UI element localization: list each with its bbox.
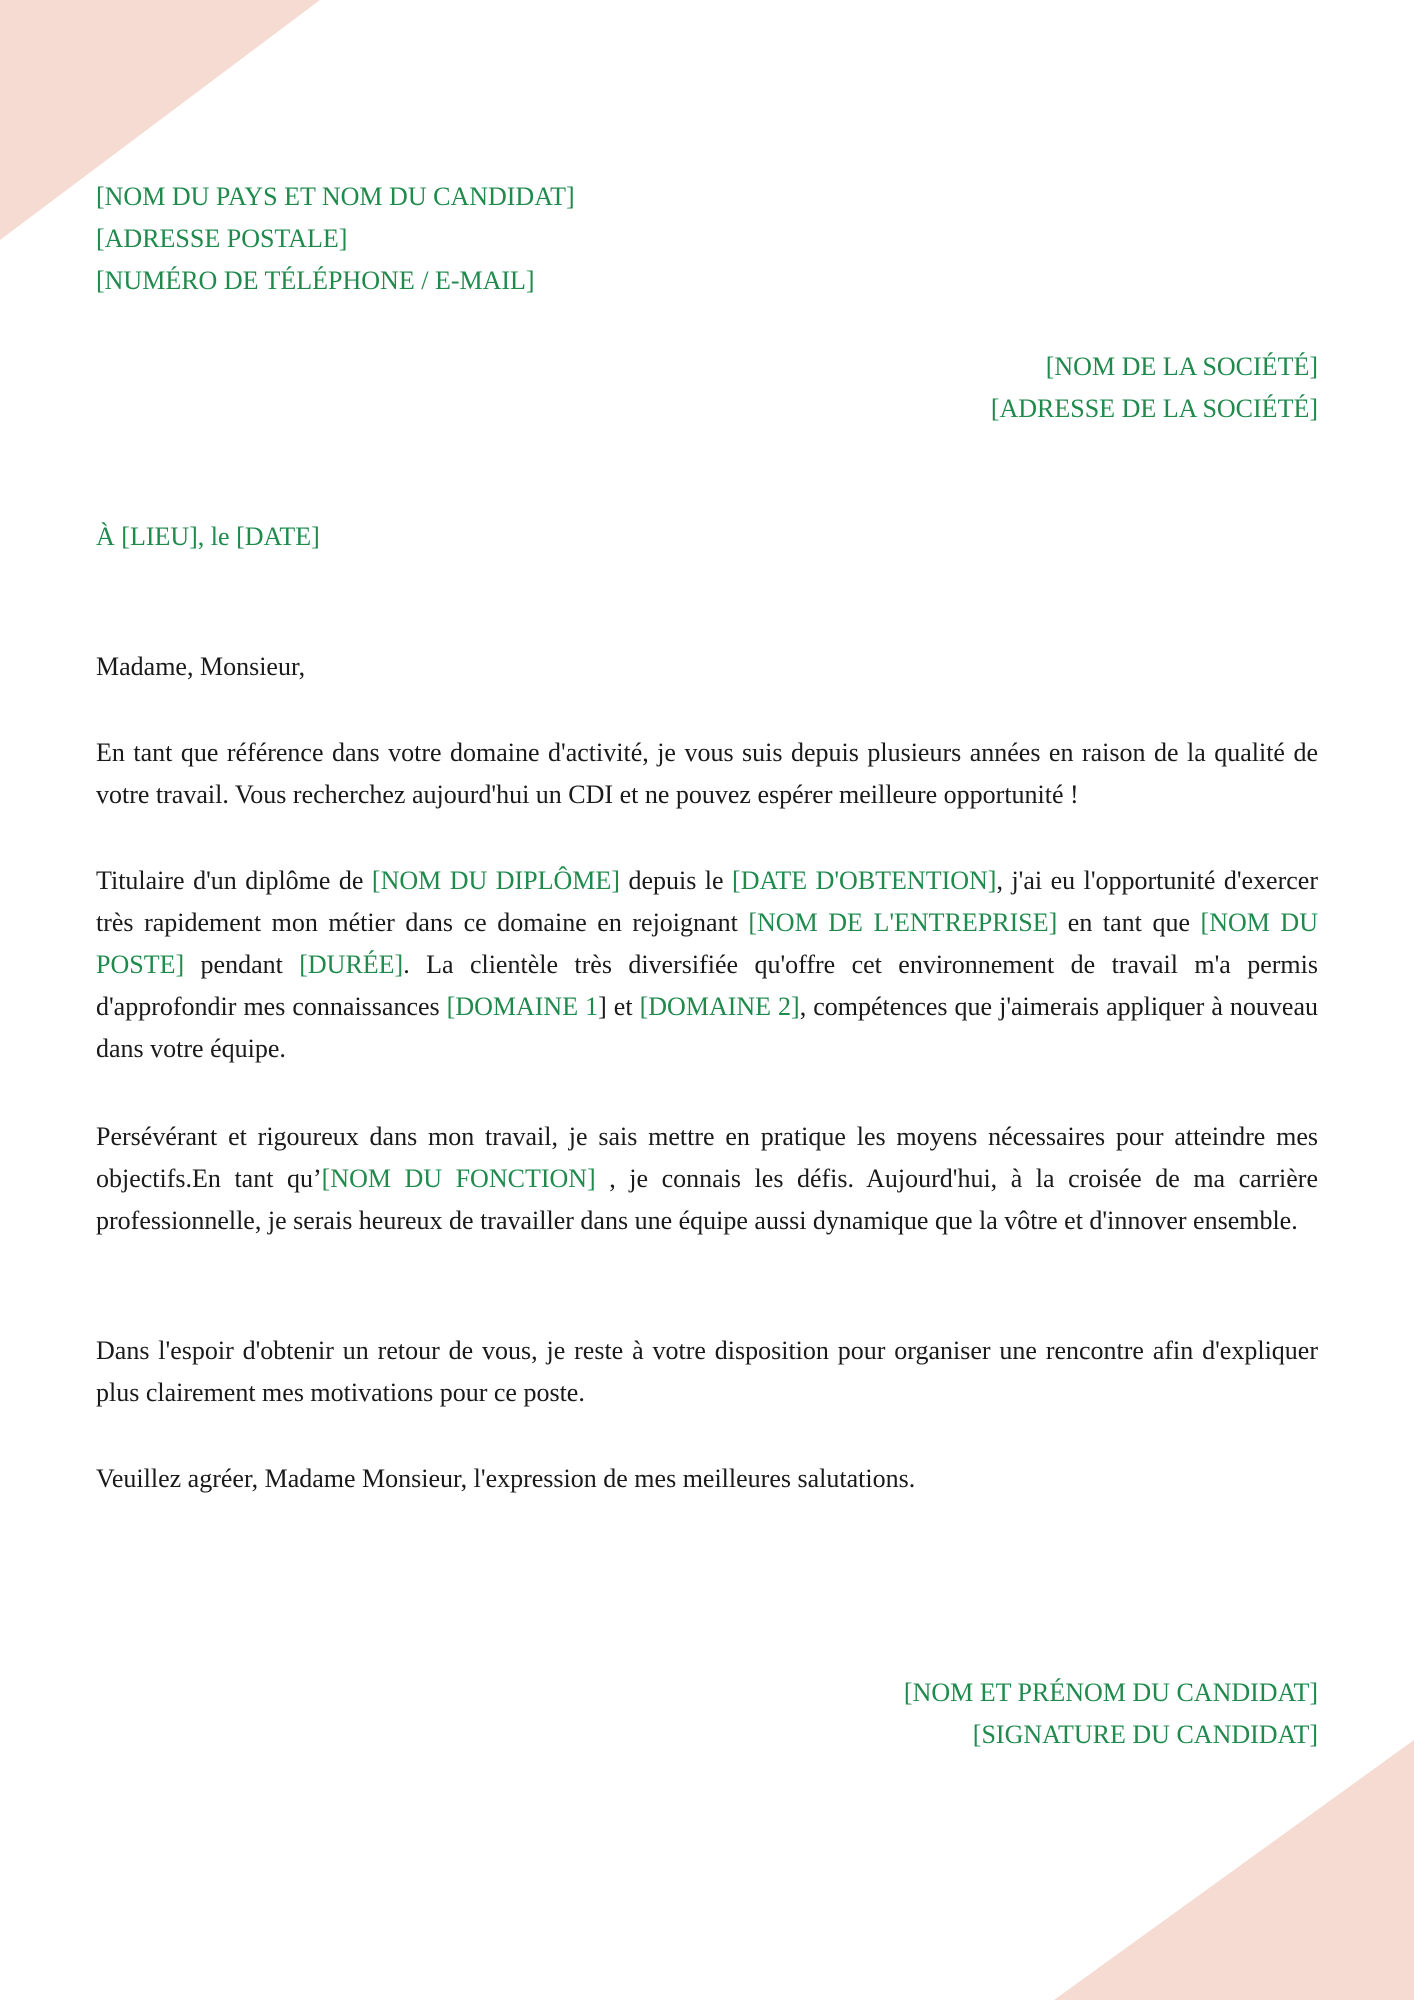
domain2-placeholder: [DOMAINE 2] (639, 992, 800, 1021)
p2-text-7: ] et (598, 992, 640, 1021)
p2-text-1: Titulaire d'un diplôme de (96, 866, 372, 895)
paragraph-intro (96, 732, 1318, 816)
function-placeholder: [NOM DU FONCTION] (321, 1164, 610, 1193)
paragraph-availability (96, 1330, 1318, 1414)
p2-text-8: , compétences que j'aimerais appliquer à nouveau dans votre équipe. (96, 992, 1318, 1063)
p2-text-6: . La clientèle très diversifiée qu'offre cet environnement de travail m'a permis d'approfondir mes connaissances (96, 950, 1318, 1021)
paragraph-qualities-text (96, 1116, 1318, 1242)
paragraph-qualities (96, 1116, 1318, 1242)
p2-text-5: pendant (184, 950, 300, 979)
company-placeholder: [NOM DE L'ENTREPRISE] (748, 908, 1058, 937)
paragraph-availability-text: Dans l'espoir d'obtenir un retour de vous, je reste à votre disposition pour organiser une rencontre afin d'expliquer plus clairement mes motivations pour ce poste. (96, 1336, 1318, 1407)
p2-text-3: , j'ai eu l'opportunité d'exercer très rapidement mon métier dans ce domaine en rejoignant (96, 866, 1318, 937)
place-placeholder: [LIEU] (121, 522, 198, 551)
p2-text-2: depuis le (619, 866, 733, 895)
sender-contact: [NUMÉRO DE TÉLÉPHONE / E-MAIL] (96, 266, 535, 295)
paragraph-experience (96, 860, 1318, 1070)
paragraph-intro-text: En tant que référence dans votre domaine d'activité, je vous suis depuis plusieurs années en raison de la qualité de votre travail. Vous recherchez aujourd'hui un CDI et ne pouvez espérer meilleure opportunité ! (96, 738, 1318, 809)
p3-text-1: Persévérant et rigoureux dans mon travail, je sais mettre en pratique les moyens nécessaires pour atteindre mes objectifs.En tant qu’ (96, 1122, 1318, 1193)
recipient-block (96, 346, 1318, 430)
closing-line: Veuillez agréer, Madame Monsieur, l'expression de mes meilleures salutations. (96, 1464, 916, 1493)
sender-address: [ADRESSE POSTALE] (96, 224, 348, 253)
domain1-placeholder: [DOMAINE 1 (446, 992, 599, 1021)
date-placeholder: [DATE] (236, 522, 320, 551)
sender-block (96, 176, 1318, 302)
p2-text-4: en tant que (1057, 908, 1201, 937)
signature-block (96, 1672, 1318, 1756)
sender-name: [NOM DU PAYS ET NOM DU CANDIDAT] (96, 182, 575, 211)
recipient-company-address: [ADRESSE DE LA SOCIÉTÉ] (990, 394, 1318, 423)
salutation: Madame, Monsieur, (96, 652, 306, 681)
place-prefix: À (96, 522, 122, 551)
recipient-company-name: [NOM DE LA SOCIÉTÉ] (1045, 352, 1318, 381)
duration-placeholder: [DURÉE] (299, 950, 404, 979)
candidate-signature: [SIGNATURE DU CANDIDAT] (972, 1720, 1318, 1749)
place-date-line (96, 516, 1318, 558)
date-connector: , le (197, 522, 237, 551)
diploma-placeholder: [NOM DU DIPLÔME] (371, 866, 620, 895)
candidate-full-name: [NOM ET PRÉNOM DU CANDIDAT] (903, 1678, 1318, 1707)
date-obtained-placeholder: [DATE D'OBTENTION] (732, 866, 997, 895)
p3-text-2: , je connais les défis. Aujourd'hui, à la croisée de ma carrière professionnelle, je serais heureux de travailler dans une équipe aussi dynamique que la vôtre et d'innover ensemble. (96, 1164, 1318, 1235)
position-placeholder: [NOM DU POSTE] (96, 908, 1318, 979)
paragraph-experience-text (96, 860, 1318, 1070)
bottom-right-corner-decoration (1054, 1740, 1414, 2000)
